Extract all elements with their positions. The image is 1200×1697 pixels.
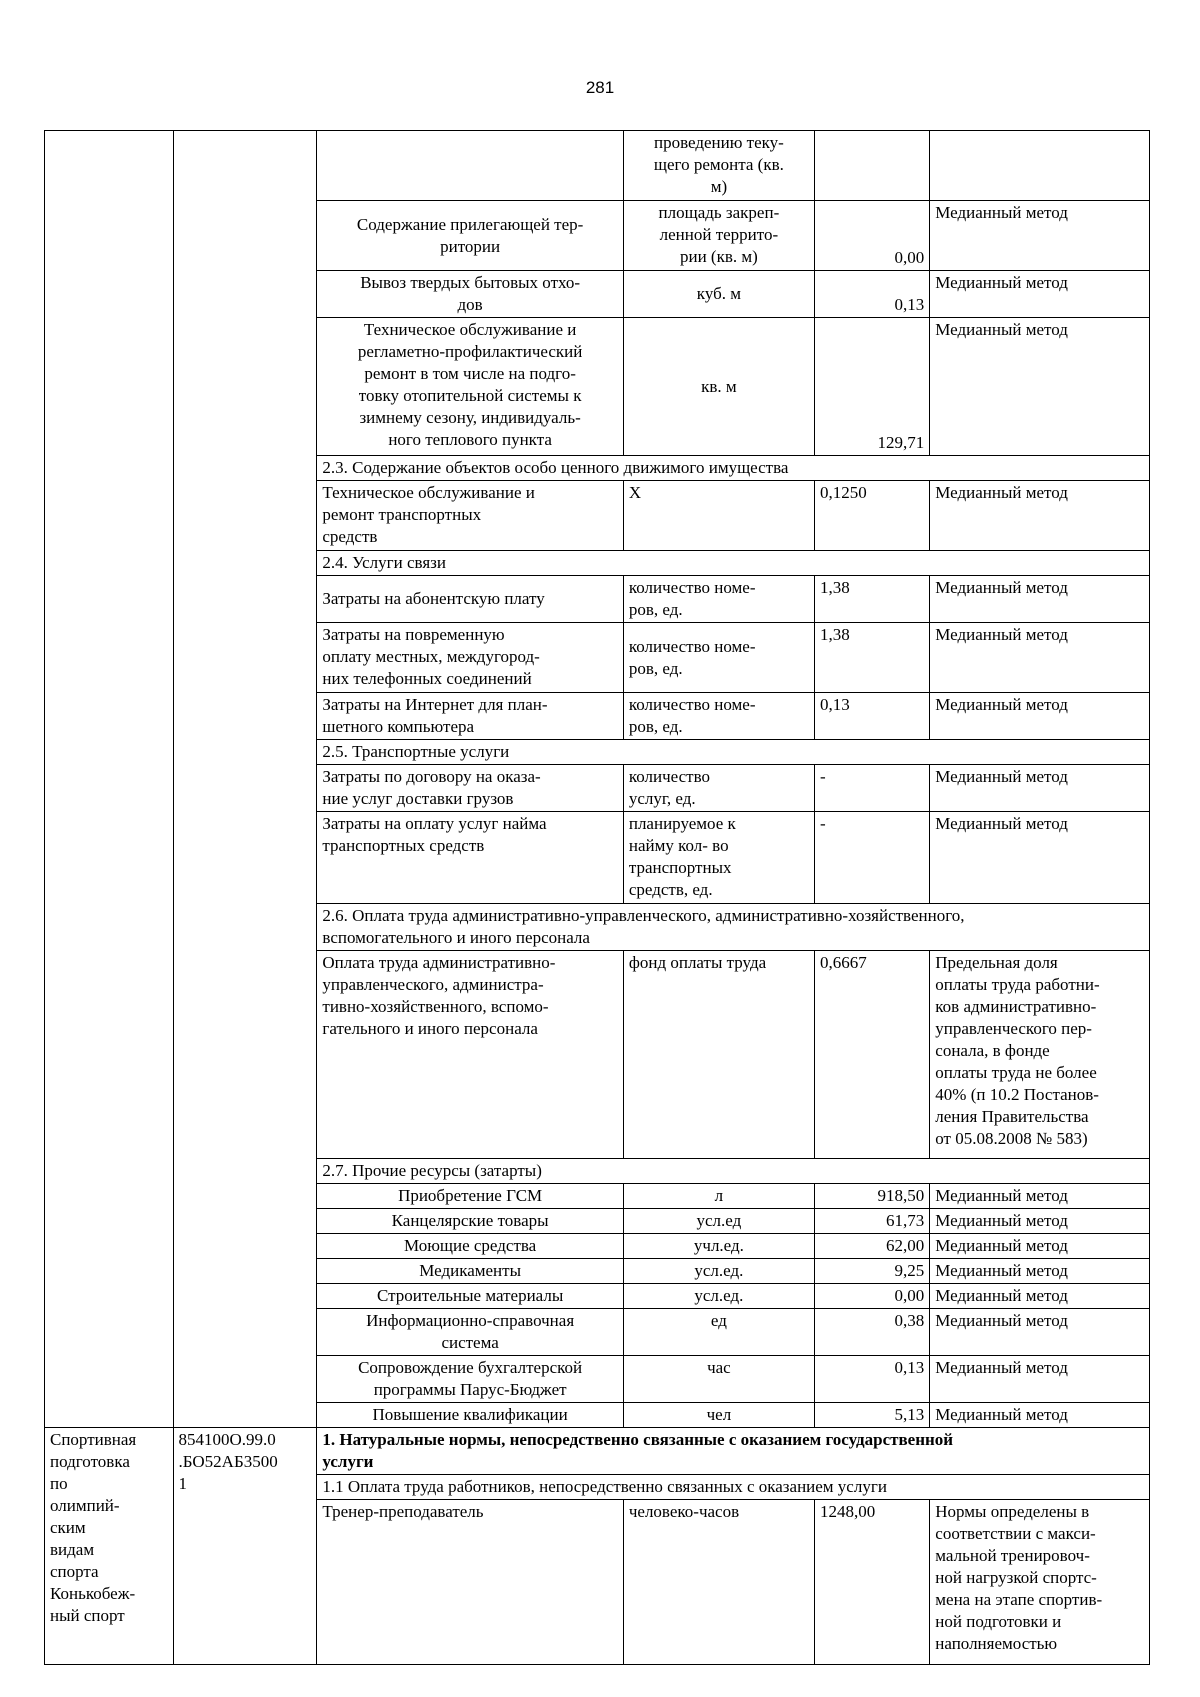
section-heading: 2.4. Услуги связи — [317, 551, 1150, 576]
cost-item-name: Затраты на оплату услуг найма транспортных средств — [317, 812, 623, 904]
service-name: Спортивная подготовка по олимпий- ским видам спорта Конькобеж- ный спорт — [45, 1428, 174, 1665]
value-cell: 0,6667 — [814, 951, 929, 1159]
cost-item-name: Техническое обслуживание и регламетно-профилактический ремонт в том числе на подго- товку отопительной системы к зимнему сезону, индивидуаль- ного теплового пункта — [317, 318, 623, 456]
section-heading: 2.3. Содержание объектов особо ценного движимого имущества — [317, 456, 1150, 481]
unit-cell: Х — [623, 481, 814, 551]
cost-item-name: Сопровождение бухгалтерской программы Парус-Бюджет — [317, 1356, 623, 1403]
unit-cell: усл.ед. — [623, 1284, 814, 1309]
cost-item-name: Затраты на Интернет для план- шетного компьютера — [317, 693, 623, 740]
unit-cell: усл.ед. — [623, 1259, 814, 1284]
cost-item-name: Повышение квалификации — [317, 1403, 623, 1428]
cost-item-name: Информационно-справочная система — [317, 1309, 623, 1356]
value-cell: 0,00 — [814, 201, 929, 271]
value-cell: 0,00 — [814, 1284, 929, 1309]
page-number: 281 — [585, 78, 615, 97]
unit-cell: усл.ед — [623, 1209, 814, 1234]
cost-item-name: Медикаменты — [317, 1259, 623, 1284]
unit-cell: человеко-часов — [623, 1500, 814, 1665]
unit-cell: количество услуг, ед. — [623, 765, 814, 812]
method-cell: Медианный метод — [930, 1259, 1150, 1284]
method-cell: Медианный метод — [930, 576, 1150, 623]
value-cell: 0,13 — [814, 271, 929, 318]
cost-item-name: Вывоз твердых бытовых отхо- дов — [317, 271, 623, 318]
unit-cell: ед — [623, 1309, 814, 1356]
section-heading: 2.6. Оплата труда административно-управленческого, административно-хозяйственного, вспомогательного и иного персонала — [317, 904, 1150, 951]
unit-cell: проведению теку- щего ремонта (кв. м) — [623, 131, 814, 201]
cost-item-name: Содержание прилегающей тер- ритории — [317, 201, 623, 271]
cost-norms-table — [44, 130, 1150, 1665]
method-cell: Медианный метод — [930, 693, 1150, 740]
value-cell: 0,13 — [814, 693, 929, 740]
cost-item-name: Тренер-преподаватель — [317, 1500, 623, 1665]
section-heading: 1. Натуральные нормы, непосредственно связанные с оказанием государственной услуги — [317, 1428, 1150, 1475]
method-cell: Медианный метод — [930, 1356, 1150, 1403]
value-cell: 9,25 — [814, 1259, 929, 1284]
service-code: 854100О.99.0 .БО52АБ3500 1 — [173, 1428, 317, 1665]
value-cell: 0,38 — [814, 1309, 929, 1356]
value-cell: - — [814, 812, 929, 904]
unit-cell: куб. м — [623, 271, 814, 318]
method-cell: Медианный метод — [930, 623, 1150, 693]
method-cell: Медианный метод — [930, 765, 1150, 812]
value-cell — [814, 131, 929, 201]
service-name-cell-empty — [45, 131, 174, 1428]
cost-item-name: Моющие средства — [317, 1234, 623, 1259]
cost-item-name: Затраты на повременную оплату местных, междугород- них телефонных соединений — [317, 623, 623, 693]
value-cell: - — [814, 765, 929, 812]
section-heading: 2.7. Прочие ресурсы (затарты) — [317, 1159, 1150, 1184]
method-cell: Медианный метод — [930, 1209, 1150, 1234]
unit-cell: фонд оплаты труда — [623, 951, 814, 1159]
cost-item-name: Затраты по договору на оказа- ние услуг доставки грузов — [317, 765, 623, 812]
method-cell: Медианный метод — [930, 318, 1150, 456]
unit-cell: планируемое к найму кол- во транспортных средств, ед. — [623, 812, 814, 904]
value-cell: 0,1250 — [814, 481, 929, 551]
cost-item-name: Канцелярские товары — [317, 1209, 623, 1234]
unit-cell: количество номе- ров, ед. — [623, 576, 814, 623]
method-cell: Медианный метод — [930, 1284, 1150, 1309]
value-cell: 1,38 — [814, 576, 929, 623]
method-cell: Медианный метод — [930, 271, 1150, 318]
cost-item-name: Затраты на абонентскую плату — [317, 576, 623, 623]
unit-cell: количество номе- ров, ед. — [623, 693, 814, 740]
unit-cell: л — [623, 1184, 814, 1209]
cost-item-name: Оплата труда административно- управленческого, администра- тивно-хозяйственного, вспомо- гательного и иного персонала — [317, 951, 623, 1159]
value-cell: 1,38 — [814, 623, 929, 693]
value-cell: 61,73 — [814, 1209, 929, 1234]
unit-cell: количество номе- ров, ед. — [623, 623, 814, 693]
section-heading: 2.5. Транспортные услуги — [317, 740, 1150, 765]
section-row — [45, 1428, 1150, 1475]
unit-cell: учл.ед. — [623, 1234, 814, 1259]
cost-item-name: Приобретение ГСМ — [317, 1184, 623, 1209]
method-cell: Медианный метод — [930, 1309, 1150, 1356]
method-cell: Нормы определены в соответствии с макси- мальной тренировоч- ной нагрузкой спортс- мена на этапе спортив- ной подготовки и наполняемостью — [930, 1500, 1150, 1665]
value-cell: 0,13 — [814, 1356, 929, 1403]
unit-cell: час — [623, 1356, 814, 1403]
value-cell: 918,50 — [814, 1184, 929, 1209]
unit-cell: кв. м — [623, 318, 814, 456]
method-cell — [930, 131, 1150, 201]
table-row — [45, 131, 1150, 201]
cost-item-name: Техническое обслуживание и ремонт транспортных средств — [317, 481, 623, 551]
method-cell: Медианный метод — [930, 1403, 1150, 1428]
value-cell: 129,71 — [814, 318, 929, 456]
service-code-cell-empty — [173, 131, 317, 1428]
method-cell: Медианный метод — [930, 481, 1150, 551]
method-cell: Предельная доля оплаты труда работни- ков административно- управленческого пер- сонала, в фонде оплаты труда не более 40% (п 10.2 Постанов- ления Правительства от 05.08.2008 № 583) — [930, 951, 1150, 1159]
method-cell: Медианный метод — [930, 1234, 1150, 1259]
value-cell: 1248,00 — [814, 1500, 929, 1665]
method-cell: Медианный метод — [930, 201, 1150, 271]
unit-cell: чел — [623, 1403, 814, 1428]
method-cell: Медианный метод — [930, 812, 1150, 904]
unit-cell: площадь закреп- ленной террито- рии (кв. м) — [623, 201, 814, 271]
value-cell: 5,13 — [814, 1403, 929, 1428]
method-cell: Медианный метод — [930, 1184, 1150, 1209]
value-cell: 62,00 — [814, 1234, 929, 1259]
cost-item-name — [317, 131, 623, 201]
cost-item-name: Строительные материалы — [317, 1284, 623, 1309]
section-heading: 1.1 Оплата труда работников, непосредственно связанных с оказанием услуги — [317, 1475, 1150, 1500]
